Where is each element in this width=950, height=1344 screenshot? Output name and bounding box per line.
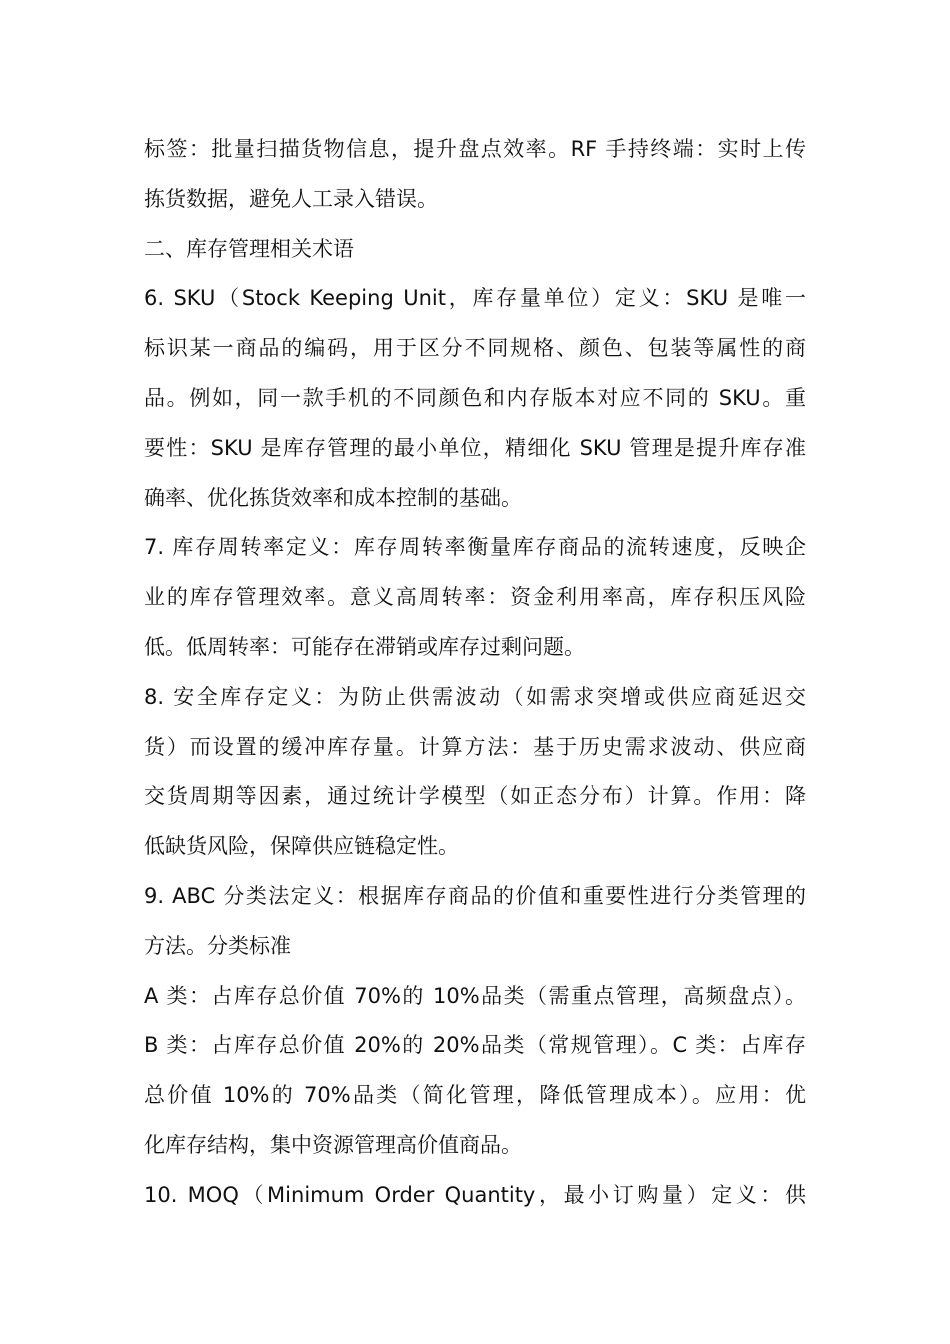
text-line-17: 方法。分类标准 <box>144 933 291 958</box>
text-line-6: 品。例如，同一款手机的不同颜色和内存版本对应不同的 SKU。重 <box>144 385 806 410</box>
text-line-5: 标识某一商品的编码，用于区分不同规格、颜色、包装等属性的商 <box>144 336 806 361</box>
text-line-13: 货）而设置的缓冲库存量。计算方法：基于历史需求波动、供应商 <box>144 734 806 759</box>
section-heading: 二、库存管理相关术语 <box>144 236 354 261</box>
text-line-22: 10. MOQ（Minimum Order Quantity，最小订购量）定义：供 <box>144 1182 806 1207</box>
text-line-8: 确率、优化拣货效率和成本控制的基础。 <box>144 485 522 510</box>
text-line-21: 化库存结构，集中资源管理高价值商品。 <box>144 1132 522 1157</box>
text-line-14: 交货周期等因素，通过统计学模型（如正态分布）计算。作用：降 <box>144 784 806 809</box>
text-line-10: 业的库存管理效率。意义高周转率：资金利用率高，库存积压风险 <box>144 585 806 610</box>
text-line-19: B 类：占库存总价值 20%的 20%品类（常规管理）。C 类：占库存 <box>144 1033 806 1058</box>
text-line-7: 要性：SKU 是库存管理的最小单位，精细化 SKU 管理是提升库存准 <box>144 435 806 460</box>
text-line-15: 低缺货风险，保障供应链稳定性。 <box>144 834 459 859</box>
text-line-1: 标签：批量扫描货物信息，提升盘点效率。RF 手持终端：实时上传 <box>144 137 806 161</box>
text-line-12: 8. 安全库存定义：为防止供需波动（如需求突增或供应商延迟交 <box>144 684 806 709</box>
text-line-2: 拣货数据，避免人工录入错误。 <box>144 186 438 211</box>
text-line-9: 7. 库存周转率定义：库存周转率衡量库存商品的流转速度，反映企 <box>144 535 806 560</box>
text-line-18: A 类：占库存总价值 70%的 10%品类（需重点管理，高频盘点）。 <box>144 983 806 1008</box>
document-body <box>144 125 812 1221</box>
text-line-20: 总价值 10%的 70%品类（简化管理，降低管理成本）。应用：优 <box>144 1083 806 1108</box>
text-line-4: 6. SKU（Stock Keeping Unit，库存量单位）定义：SKU 是唯一 <box>144 286 806 311</box>
text-line-16: 9. ABC 分类法定义：根据库存商品的价值和重要性进行分类管理的 <box>144 883 806 908</box>
text-line-11: 低。低周转率：可能存在滞销或库存过剩问题。 <box>144 634 585 659</box>
